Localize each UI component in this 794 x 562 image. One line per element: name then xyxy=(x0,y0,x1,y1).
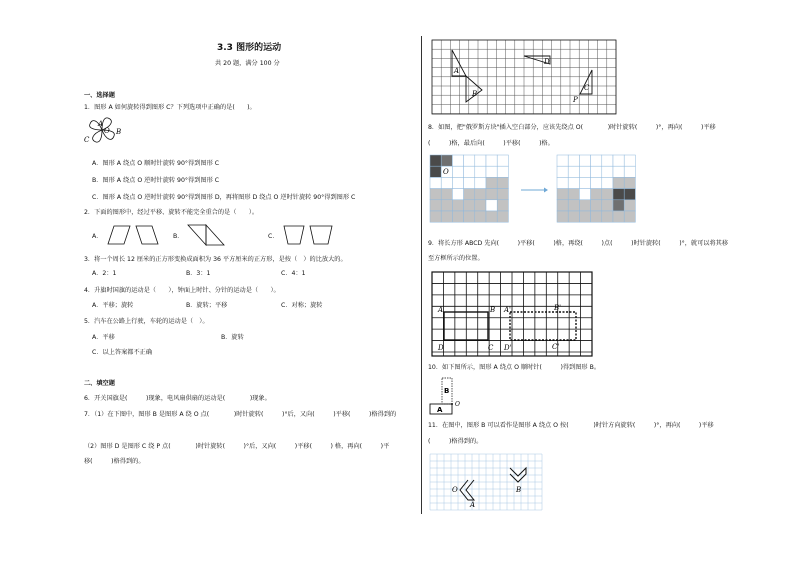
tetris-cell xyxy=(602,200,613,211)
tetris-cell xyxy=(568,166,579,177)
tetris-cell xyxy=(579,177,590,188)
tetris-cell xyxy=(579,189,590,200)
tetris-cell xyxy=(475,189,486,200)
tetris-cell xyxy=(557,166,568,177)
q8-before-figure xyxy=(430,155,514,225)
tetris-cell xyxy=(464,166,475,177)
q2-option-b-shapes xyxy=(186,223,228,247)
tetris-cell xyxy=(430,189,441,200)
q11-label-b: B xyxy=(516,486,522,494)
tetris-cell xyxy=(613,189,624,200)
q10-label-a: A xyxy=(437,406,443,414)
tetris-cell xyxy=(613,155,624,166)
q5-option-a: A．平移 xyxy=(92,334,115,341)
q9-label-c: C xyxy=(488,344,494,352)
tetris-cell xyxy=(568,155,579,166)
tetris-cell xyxy=(430,177,441,188)
tetris-cell xyxy=(475,155,486,166)
tetris-cell xyxy=(486,189,497,200)
tetris-cell xyxy=(602,177,613,188)
tetris-cell xyxy=(579,200,590,211)
tetris-cell xyxy=(613,211,624,222)
tetris-cell xyxy=(452,166,463,177)
tetris-cell xyxy=(613,177,624,188)
q4-option-c: C．对称；旋转 xyxy=(281,302,323,309)
section-choice-heading: 一、选择题 xyxy=(84,92,115,99)
q9-target-frame xyxy=(510,312,576,340)
q7-part2-text: （2）图形 D 是图形 C 绕 P 点( )时针旋转( )°后，又向( )平移( ) 格，再向( )平 xyxy=(84,443,390,450)
tetris-cell xyxy=(464,211,475,222)
q1-figure xyxy=(84,114,126,146)
tetris-cell xyxy=(430,200,441,211)
tetris-cell xyxy=(452,155,463,166)
tetris-cell xyxy=(441,200,452,211)
q10-label-o: O xyxy=(455,401,460,408)
tetris-cell xyxy=(486,155,497,166)
q1-label-a: A xyxy=(98,120,104,128)
q10-figure xyxy=(428,376,468,416)
page-subtitle: 共 20 题，满分 100 分 xyxy=(215,60,280,67)
tetris-cell xyxy=(557,200,568,211)
tetris-cell xyxy=(591,211,602,222)
q8-line2: ( )格，最后向( )平移( )格。 xyxy=(428,140,554,147)
q11-line2: ( )格得到的。 xyxy=(428,438,483,445)
q7-label-c: C xyxy=(584,84,590,92)
q11-label-o: O xyxy=(452,486,458,494)
q4-option-b: B．旋转；平移 xyxy=(186,302,228,309)
tetris-cell xyxy=(624,177,635,188)
q2-text: 2．下面的图形中，经过平移、旋转不能完全重合的是（ ）。 xyxy=(84,209,259,216)
tetris-cell xyxy=(497,166,508,177)
tetris-cell xyxy=(579,155,590,166)
tetris-cell xyxy=(486,211,497,222)
q5-text: 5．汽车在公路上行驶，车轮的运动是（ ）。 xyxy=(84,318,209,325)
q7-label-b: B xyxy=(472,90,478,98)
q2-option-c-label: C． xyxy=(268,233,279,240)
tetris-cell xyxy=(441,211,452,222)
tetris-cell xyxy=(475,177,486,188)
tetris-cell xyxy=(452,211,463,222)
q11-grid-figure xyxy=(430,454,542,510)
tetris-cell xyxy=(557,177,568,188)
q2-option-c-shapes xyxy=(282,224,334,246)
tetris-cell xyxy=(464,189,475,200)
tetris-cell xyxy=(430,211,441,222)
q7-label-a: A xyxy=(454,67,460,75)
column-divider xyxy=(421,36,422,514)
tetris-cell xyxy=(497,211,508,222)
tetris-cell xyxy=(602,166,613,177)
q3-option-c: C．4：1 xyxy=(281,270,306,277)
tetris-cell xyxy=(591,166,602,177)
tetris-cell xyxy=(579,166,590,177)
q1-label-o: O xyxy=(104,127,110,135)
q1-label-b: B xyxy=(116,128,122,136)
tetris-cell xyxy=(624,211,635,222)
q8-after-figure xyxy=(557,155,641,225)
q7-part3-text: 移( )格得到的。 xyxy=(84,458,145,465)
tetris-cell xyxy=(568,177,579,188)
q9-label-d: D xyxy=(438,344,444,352)
q9-label-c-prime: C' xyxy=(552,343,560,351)
q3-option-a: A．2：1 xyxy=(92,270,117,277)
q3-text: 3．将一个周长 12 厘米的正方形变换成面积为 36 平方厘米的正方形，是按（ ）的比放大的。 xyxy=(84,256,347,263)
tetris-cell xyxy=(464,177,475,188)
page-title: 3.3 图形的运动 xyxy=(217,43,282,53)
q1-option-a: A．图形 A 绕点 O 顺时针旋转 90°得到图形 C xyxy=(92,160,220,167)
tetris-cell xyxy=(452,200,463,211)
q7-label-d: D xyxy=(544,58,550,66)
q8-line1: 8．如图，把"俄罗斯方块"插入空白部分，应该先绕点 O( )时针旋转( )°，再向( )平移 xyxy=(428,124,716,131)
q3-option-b: B．3：1 xyxy=(186,270,211,277)
tetris-cell xyxy=(602,155,613,166)
tetris-cell xyxy=(591,177,602,188)
tetris-cell xyxy=(464,200,475,211)
q9-grid-figure xyxy=(432,272,592,356)
tetris-cell xyxy=(497,189,508,200)
tetris-cell xyxy=(591,200,602,211)
q10-text: 10．如下图所示，图形 A 绕点 O 顺时针( )得到图形 B。 xyxy=(428,364,601,371)
tetris-cell xyxy=(475,211,486,222)
tetris-cell xyxy=(486,177,497,188)
q9-line1: 9．将长方形 ABCD 先向( )平移( )格，再绕( )点( )时针旋转( )°，就可以将其移 xyxy=(428,240,729,247)
tetris-cell xyxy=(602,189,613,200)
tetris-cell xyxy=(464,155,475,166)
q9-label-b-prime: B' xyxy=(554,304,562,312)
tetris-cell xyxy=(486,200,497,211)
q1-label-c: C xyxy=(84,136,90,144)
q2-option-a-label: A． xyxy=(92,233,103,240)
q2-option-b-label: B． xyxy=(173,233,184,240)
q7-label-p: P xyxy=(573,96,578,104)
tetris-cell xyxy=(591,189,602,200)
tetris-cell xyxy=(568,200,579,211)
q6-text: 6．开关国旗是( )现象，电风扇供扇的运动是( )现象。 xyxy=(84,395,271,402)
tetris-cell xyxy=(497,177,508,188)
tetris-cell xyxy=(557,189,568,200)
q11-line1: 11．在图中，图形 B 可以看作是图形 A 绕点 O 按( )时针方向旋转( )°，再向( )平移 xyxy=(428,422,714,429)
tetris-cell xyxy=(475,200,486,211)
tetris-cell xyxy=(486,166,497,177)
q10-label-b: B xyxy=(444,387,450,395)
q7-grid-figure xyxy=(432,40,616,114)
tetris-cell xyxy=(430,166,441,177)
q9-label-a: A xyxy=(438,306,444,314)
tetris-cell xyxy=(497,155,508,166)
q8-arrow xyxy=(520,186,548,194)
q1-shape-c xyxy=(93,130,102,142)
tetris-cell xyxy=(557,155,568,166)
q1-text: 1．图形 A 如何旋转得到图形 C？下列选项中正确的是( )。 xyxy=(84,104,256,111)
q10-point-o xyxy=(451,403,453,405)
q1-option-b: B．图形 A 绕点 O 逆时针旋转 90°得到图形 C xyxy=(92,177,220,184)
q4-option-a: A．平移；旋转 xyxy=(92,302,134,309)
tetris-cell xyxy=(613,200,624,211)
tetris-cell xyxy=(613,166,624,177)
q7-shape-b xyxy=(466,76,482,102)
tetris-cell xyxy=(430,155,441,166)
tetris-cell xyxy=(568,189,579,200)
tetris-cell xyxy=(579,211,590,222)
tetris-cell xyxy=(475,166,486,177)
q9-label-b: B xyxy=(490,306,496,314)
q7-part1-text: 7．（1）在下图中，图形 B 是图形 A 绕 O 点( )时针旋转( )°后，又向( )平移( )格得到的 xyxy=(84,411,397,418)
tetris-cell xyxy=(441,155,452,166)
q9-line2: 至方框所示的位置。 xyxy=(428,255,484,262)
tetris-cell xyxy=(624,166,635,177)
q5-option-b: B．旋转 xyxy=(221,334,244,341)
section-fill-heading: 二、填空题 xyxy=(84,380,115,387)
q2-option-a-shapes xyxy=(106,224,162,246)
tetris-cell xyxy=(568,211,579,222)
q8-label-o: O xyxy=(443,168,449,176)
q1-option-c: C．图形 A 绕点 O 逆时针旋转 90°得到图形 D，再将图形 D 绕点 O 逆时针旋转 90°得到图形 C xyxy=(92,194,356,201)
tetris-cell xyxy=(624,155,635,166)
tetris-cell xyxy=(452,189,463,200)
tetris-cell xyxy=(591,155,602,166)
q11-label-a: A xyxy=(470,501,476,509)
tetris-cell xyxy=(624,200,635,211)
q9-label-a-prime: A' xyxy=(504,306,511,314)
tetris-cell xyxy=(497,200,508,211)
q4-text: 4．升旗时国旗的运动是（ ），钟面上时针、分针的运动是（ ）。 xyxy=(84,287,280,294)
tetris-cell xyxy=(441,177,452,188)
q9-label-d-prime: D' xyxy=(504,344,512,352)
tetris-cell xyxy=(602,211,613,222)
tetris-cell xyxy=(624,189,635,200)
tetris-cell xyxy=(452,177,463,188)
tetris-cell xyxy=(441,189,452,200)
q5-option-c: C．以上答案都不正确 xyxy=(92,349,153,356)
tetris-cell xyxy=(557,211,568,222)
